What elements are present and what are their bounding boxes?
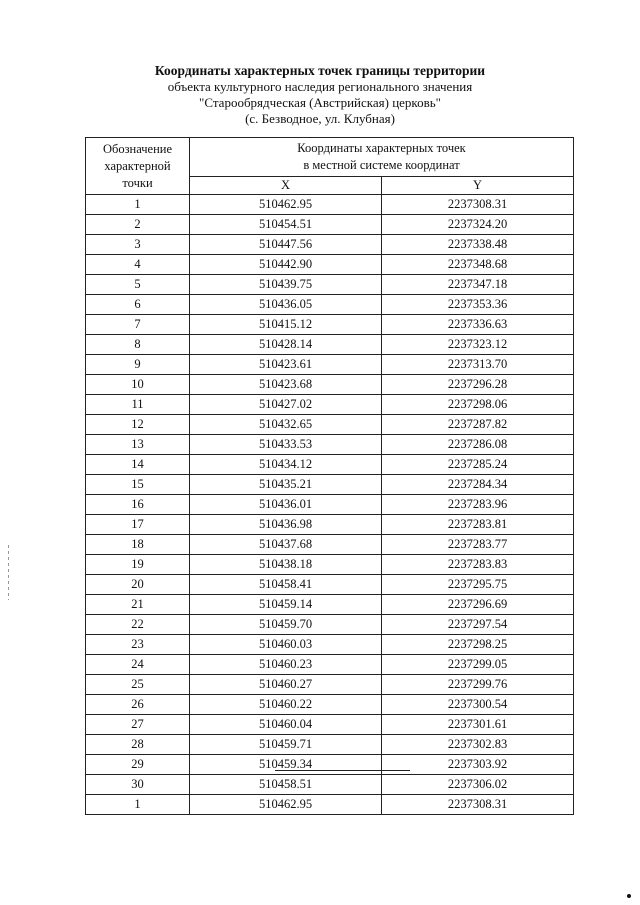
point-number-cell: 2 [86,215,190,235]
point-number-cell: 5 [86,275,190,295]
table-row [86,575,574,595]
y-coordinate-cell: 2237308.31 [382,195,574,215]
point-number-cell: 26 [86,695,190,715]
x-coordinate-cell: 510436.98 [190,515,382,535]
x-coordinate-cell: 510458.41 [190,575,382,595]
point-number-cell: 29 [86,755,190,775]
x-coordinate-cell: 510459.71 [190,735,382,755]
y-coordinate-cell: 2237285.24 [382,455,574,475]
x-coordinate-cell: 510427.02 [190,395,382,415]
x-coordinate-cell: 510423.68 [190,375,382,395]
point-number-cell: 16 [86,495,190,515]
point-number-cell: 9 [86,355,190,375]
x-coordinate-cell: 510439.75 [190,275,382,295]
y-coordinate-cell: 2237283.77 [382,535,574,555]
header-point-line1: Обозначение [102,141,173,156]
table-row [86,615,574,635]
point-number-cell: 25 [86,675,190,695]
x-coordinate-cell: 510460.27 [190,675,382,695]
y-coordinate-cell: 2237296.69 [382,595,574,615]
table-row [86,775,574,795]
table-row [86,695,574,715]
y-coordinate-cell: 2237298.06 [382,395,574,415]
y-coordinate-cell: 2237306.02 [382,775,574,795]
point-number-cell: 1 [86,795,190,815]
point-number-cell: 11 [86,395,190,415]
point-number-cell: 22 [86,615,190,635]
y-coordinate-cell: 2237302.83 [382,735,574,755]
point-number-cell: 7 [86,315,190,335]
scan-margin-mark [8,545,9,600]
document-subtitle-name: "Старообрядческая (Австрийская) церковь" [199,95,441,110]
table-row [86,295,574,315]
point-number-cell: 24 [86,655,190,675]
point-number-cell: 1 [86,195,190,215]
header-point-line3: точки [122,175,153,190]
table-row [86,275,574,295]
y-coordinate-cell: 2237308.31 [382,795,574,815]
y-coordinate-cell: 2237298.25 [382,635,574,655]
point-number-cell: 18 [86,535,190,555]
x-coordinate-cell: 510459.14 [190,595,382,615]
y-coordinate-cell: 2237336.63 [382,315,574,335]
y-coordinate-cell: 2237323.12 [382,335,574,355]
table-row [86,475,574,495]
point-number-cell: 12 [86,415,190,435]
coordinates-table-body [86,195,574,815]
x-coordinate-cell: 510442.90 [190,255,382,275]
y-coordinate-cell: 2237287.82 [382,415,574,435]
header-point-line2: характерной [104,158,171,173]
table-row [86,495,574,515]
y-coordinate-cell: 2237324.20 [382,215,574,235]
header-x: X [190,177,382,195]
header-coordinates [190,138,574,177]
y-coordinate-cell: 2237283.96 [382,495,574,515]
table-row [86,755,574,775]
x-coordinate-cell: 510462.95 [190,795,382,815]
point-number-cell: 23 [86,635,190,655]
x-coordinate-cell: 510434.12 [190,455,382,475]
y-coordinate-cell: 2237303.92 [382,755,574,775]
x-coordinate-cell: 510460.23 [190,655,382,675]
document-title: Координаты характерных точек границы территории [154,63,486,78]
table-row [86,455,574,475]
table-row [86,795,574,815]
point-number-cell: 3 [86,235,190,255]
point-number-cell: 13 [86,435,190,455]
table-row [86,315,574,335]
x-coordinate-cell: 510435.21 [190,475,382,495]
x-coordinate-cell: 510462.95 [190,195,382,215]
x-coordinate-cell: 510437.68 [190,535,382,555]
y-coordinate-cell: 2237313.70 [382,355,574,375]
point-number-cell: 19 [86,555,190,575]
header-coords-line2: в местной системе координат [303,158,460,172]
y-coordinate-cell: 2237284.34 [382,475,574,495]
y-coordinate-cell: 2237347.18 [382,275,574,295]
point-number-cell: 4 [86,255,190,275]
table-row [86,555,574,575]
x-coordinate-cell: 510433.53 [190,435,382,455]
x-coordinate-cell: 510436.01 [190,495,382,515]
table-row [86,195,574,215]
y-coordinate-cell: 2237300.54 [382,695,574,715]
table-row [86,635,574,655]
table-row [86,715,574,735]
table-row [86,595,574,615]
point-number-cell: 21 [86,595,190,615]
header-point-designation [86,138,190,195]
y-coordinate-cell: 2237301.61 [382,715,574,735]
x-coordinate-cell: 510459.70 [190,615,382,635]
table-row [86,435,574,455]
y-coordinate-cell: 2237286.08 [382,435,574,455]
y-coordinate-cell: 2237299.05 [382,655,574,675]
point-number-cell: 20 [86,575,190,595]
y-coordinate-cell: 2237338.48 [382,235,574,255]
header-coords-line1: Координаты характерных точек [297,141,466,155]
point-number-cell: 6 [86,295,190,315]
point-number-cell: 8 [86,335,190,355]
table-row [86,395,574,415]
point-number-cell: 30 [86,775,190,795]
document-subtitle-address: (с. Безводное, ул. Клубная) [245,111,395,126]
table-row [86,415,574,435]
y-coordinate-cell: 2237283.83 [382,555,574,575]
x-coordinate-cell: 510432.65 [190,415,382,435]
document-title-block [0,63,640,127]
x-coordinate-cell: 510415.12 [190,315,382,335]
point-number-cell: 28 [86,735,190,755]
coordinates-table [85,137,574,815]
y-coordinate-cell: 2237348.68 [382,255,574,275]
table-row [86,535,574,555]
table-row [86,655,574,675]
point-number-cell: 15 [86,475,190,495]
table-row [86,675,574,695]
table-row [86,375,574,395]
point-number-cell: 17 [86,515,190,535]
x-coordinate-cell: 510459.34 [190,755,382,775]
point-number-cell: 10 [86,375,190,395]
table-row [86,735,574,755]
table-row [86,255,574,275]
point-number-cell: 27 [86,715,190,735]
document-subtitle-object: объекта культурного наследия регионального значения [167,79,473,94]
table-row [86,515,574,535]
x-coordinate-cell: 510460.22 [190,695,382,715]
y-coordinate-cell: 2237297.54 [382,615,574,635]
x-coordinate-cell: 510460.04 [190,715,382,735]
y-coordinate-cell: 2237283.81 [382,515,574,535]
x-coordinate-cell: 510428.14 [190,335,382,355]
table-row [86,335,574,355]
x-coordinate-cell: 510454.51 [190,215,382,235]
table-row [86,355,574,375]
y-coordinate-cell: 2237353.36 [382,295,574,315]
table-row [86,215,574,235]
point-number-cell: 14 [86,455,190,475]
y-coordinate-cell: 2237295.75 [382,575,574,595]
x-coordinate-cell: 510458.51 [190,775,382,795]
x-coordinate-cell: 510436.05 [190,295,382,315]
y-coordinate-cell: 2237299.76 [382,675,574,695]
x-coordinate-cell: 510423.61 [190,355,382,375]
x-coordinate-cell: 510438.18 [190,555,382,575]
closing-rule [275,770,410,771]
x-coordinate-cell: 510447.56 [190,235,382,255]
header-y: Y [382,177,574,195]
y-coordinate-cell: 2237296.28 [382,375,574,395]
x-coordinate-cell: 510460.03 [190,635,382,655]
scan-corner-dot [627,894,631,898]
table-row [86,235,574,255]
